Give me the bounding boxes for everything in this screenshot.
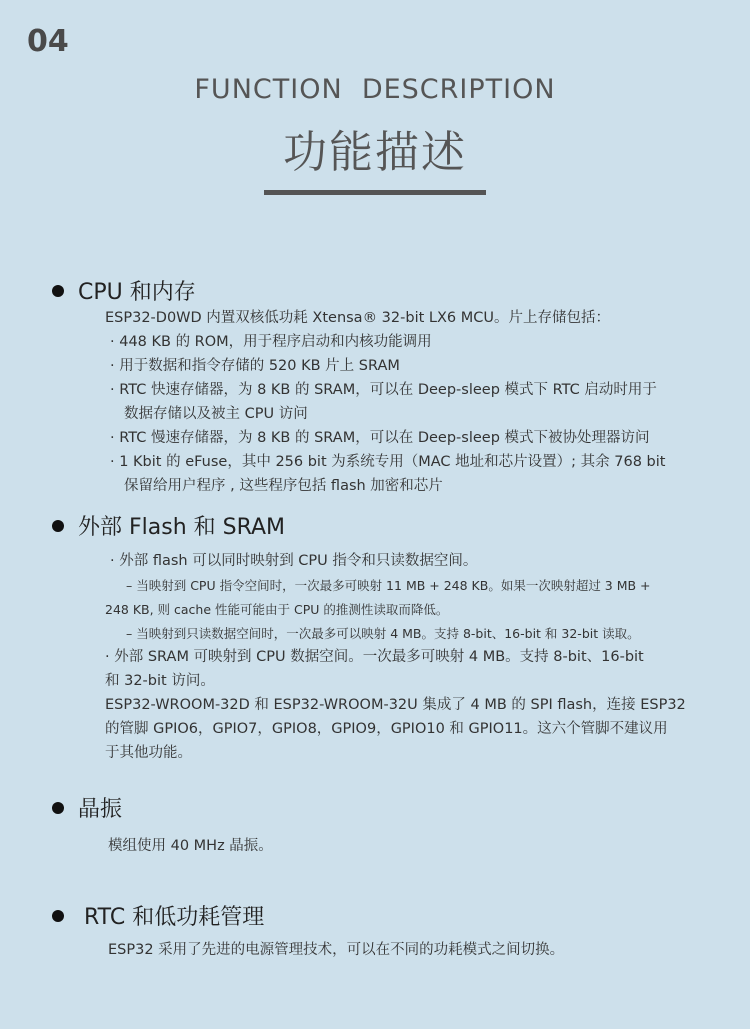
crystal-line: 模组使用 40 MHz 晶振。 — [108, 838, 273, 854]
flash-subline: 248 KB, 则 cache 性能可能由于 CPU 的推测性读取而降低。 — [105, 602, 449, 617]
bullet-dot-icon — [52, 285, 64, 297]
section-heading-crystal — [52, 792, 122, 823]
cpu-line: 数据存储以及被主 CPU 访问 — [124, 406, 308, 422]
flash-line: · 外部 SRAM 可映射到 CPU 数据空间。一次最多可映射 4 MB。支持 8-bit、16-bit — [105, 649, 644, 665]
title-english: FUNCTION DESCRIPTION — [194, 74, 556, 105]
page-number: 04 — [27, 24, 69, 59]
cpu-line: ESP32-D0WD 内置双核低功耗 Xtensa® 32-bit LX6 MCU。片上存储包括： — [105, 310, 610, 326]
cpu-line: · 448 KB 的 ROM，用于程序启动和内核功能调用 — [110, 334, 432, 350]
section-heading-cpu-label: CPU 和内存 — [78, 280, 196, 305]
section-heading-rtc — [52, 900, 264, 931]
flash-line: · 外部 flash 可以同时映射到 CPU 指令和只读数据空间。 — [110, 553, 478, 569]
section-heading-rtc-label: RTC 和低功耗管理 — [84, 905, 265, 930]
section-heading-flash — [52, 510, 285, 541]
bullet-dot-icon — [52, 520, 64, 532]
section-heading-flash-label: 外部 Flash 和 SRAM — [78, 515, 286, 540]
flash-subline: – 当映射到 CPU 指令空间时，一次最多可映射 11 MB + 248 KB。如果一次映射超过 3 MB + — [126, 578, 651, 593]
bullet-dot-icon — [52, 910, 64, 922]
bullet-dot-icon — [52, 802, 64, 814]
cpu-line: · RTC 慢速存储器，为 8 KB 的 SRAM，可以在 Deep-sleep 模式下被协处理器访问 — [110, 430, 650, 446]
flash-line: 的管脚 GPIO6，GPIO7，GPIO8，GPIO9，GPIO10 和 GPIO11。这六个管脚不建议用 — [105, 721, 668, 737]
title-underline — [264, 190, 486, 195]
flash-line: 于其他功能。 — [105, 745, 192, 761]
flash-line: ESP32-WROOM-32D 和 ESP32-WROOM-32U 集成了 4 MB 的 SPI flash，连接 ESP32 — [105, 697, 686, 713]
title-chinese: 功能描述 — [283, 127, 467, 178]
flash-line: 和 32-bit 访问。 — [105, 673, 215, 689]
cpu-line: 保留给用户程序 , 这些程序包括 flash 加密和芯片 — [124, 478, 443, 494]
cpu-line: · RTC 快速存储器，为 8 KB 的 SRAM，可以在 Deep-sleep 模式下 RTC 启动时用于 — [110, 382, 657, 398]
section-heading-cpu — [52, 275, 196, 306]
flash-subline: – 当映射到只读数据空间时，一次最多可以映射 4 MB。支持 8-bit、16-bit 和 32-bit 读取。 — [126, 626, 640, 641]
cpu-line: · 用于数据和指令存储的 520 KB 片上 SRAM — [110, 358, 400, 374]
section-heading-crystal-label: 晶振 — [78, 797, 123, 822]
cpu-line: · 1 Kbit 的 eFuse，其中 256 bit 为系统专用（MAC 地址和芯片设置）; 其余 768 bit — [110, 454, 666, 470]
rtc-line: ESP32 采用了先进的电源管理技术，可以在不同的功耗模式之间切换。 — [108, 942, 565, 958]
